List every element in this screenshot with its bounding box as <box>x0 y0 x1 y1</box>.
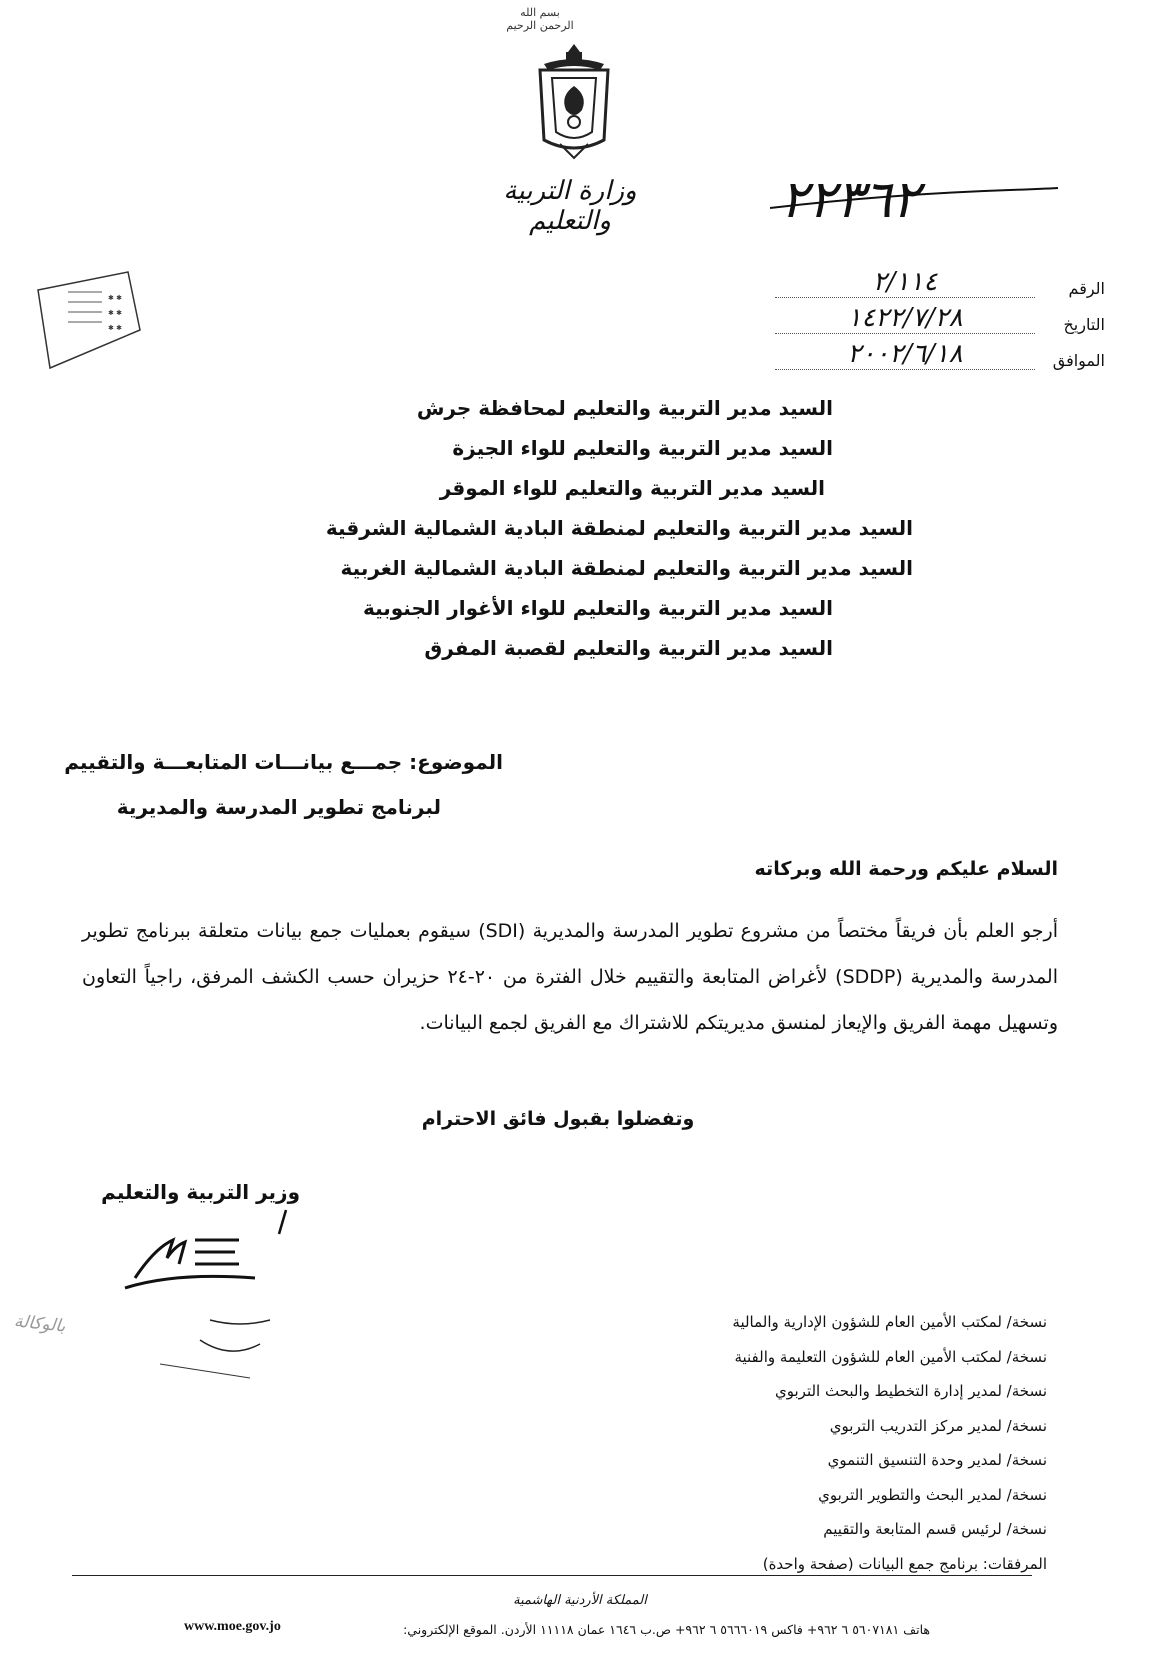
footer-contact-info: هاتف ٥٦٠٧١٨١ ٦ ٩٦٢+ فاكس ٥٦٦٦٠١٩ ٦ ٩٦٢+ ص.ب ١٦٤٦ عمان ١١١١٨ الأردن. الموقع الإلكتروني: <box>403 1622 930 1637</box>
recipient-line: السيد مدير التربية والتعليم للواء الجيزة <box>452 436 833 460</box>
copy-line: نسخة/ لمدير البحث والتطوير التربوي <box>818 1485 1047 1504</box>
greeting: السلام عليكم ورحمة الله وبركاته <box>754 858 1058 880</box>
copy-line: نسخة/ لمدير مركز التدريب التربوي <box>829 1416 1047 1435</box>
coat-of-arms-emblem <box>530 40 618 160</box>
delegation-stamp <box>10 1300 290 1380</box>
svg-text:✱ ✱: ✱ ✱ <box>108 324 122 332</box>
copy-line: نسخة/ لمكتب الأمين العام للشؤون الإدارية والمالية <box>732 1313 1047 1331</box>
subject-line-continuation: لبرنامج تطوير المدرسة والمديرية <box>116 795 441 819</box>
reference-number-value: ٢/١١٤ <box>775 267 1035 298</box>
ministry-title: وزارة التربية والتعليم <box>503 176 637 236</box>
letter-body: أرجو العلم بأن فريقاً مختصاً من مشروع تطوير المدرسة والمديرية (SDI) سيقوم بعمليات جمع بيانات متعلقة ببرنامج تطوير المدرسة والمديرية (SDDP) لأغراض المتابعة والتقييم خلال الفترة من ٢٠-٢٤ حزيران حسب الكشف المرفق، راجياً التعاون وتسهيل مهمة الفريق والإيعاز لمنسق مديريتكم للاشتراك مع الفريق لجمع البيانات. <box>82 920 1058 1034</box>
slash-mark <box>276 1208 288 1236</box>
basmala: بسم الله الرحمن الرحيم <box>506 6 574 32</box>
reference-number-row <box>775 268 1105 298</box>
delegation-stamp-text: بالوكالة <box>13 1311 67 1337</box>
handwritten-signature <box>115 1228 265 1298</box>
copies-list <box>547 1305 1047 1581</box>
recipient-line: السيد مدير التربية والتعليم لمحافظة جرش <box>416 396 833 420</box>
reference-corresponding-value: ٢٠٠٢/٦/١٨ <box>775 339 1035 370</box>
reference-date-row <box>775 304 1105 334</box>
received-stamp-icon <box>28 270 148 370</box>
recipients-list <box>273 388 913 668</box>
reference-date-label: التاريخ <box>1063 315 1105 334</box>
footer-website-link[interactable]: www.moe.gov.jo <box>184 1619 281 1634</box>
copy-line: نسخة/ لرئيس قسم المتابعة والتقييم <box>823 1520 1047 1538</box>
copy-line: نسخة/ لمدير وحدة التنسيق التنموي <box>827 1451 1047 1469</box>
subject-line: الموضوع: جمـــع بيانـــات المتابعـــة والتقييم <box>64 750 503 774</box>
copy-line: نسخة/ لمكتب الأمين العام للشؤون التعليمة والفنية <box>734 1347 1047 1366</box>
handwritten-number: ٢٢٣٦٢ <box>780 170 920 230</box>
svg-text:✱ ✱: ✱ ✱ <box>108 294 122 302</box>
signatory-title: وزير التربية والتعليم <box>101 1180 300 1204</box>
footer-divider <box>72 1575 1032 1576</box>
copy-line: نسخة/ لمدير إدارة التخطيط والبحث التربوي <box>775 1382 1047 1400</box>
recipient-line: السيد مدير التربية والتعليم لمنطقة البادية الشمالية الغربية <box>340 556 913 580</box>
recipient-line: السيد مدير التربية والتعليم لمنطقة البادية الشمالية الشرقية <box>325 516 913 540</box>
reference-date-value: ١٤٢٢/٧/٢٨ <box>775 303 1035 334</box>
attachments-line: المرفقات: برنامج جمع البيانات (صفحة واحدة) <box>762 1554 1047 1573</box>
closing-phrase: وتفضلوا بقبول فائق الاحترام <box>421 1108 695 1130</box>
svg-text:✱ ✱: ✱ ✱ <box>108 309 122 317</box>
recipient-line: السيد مدير التربية والتعليم لقصبة المفرق <box>424 636 833 660</box>
recipient-line: السيد مدير التربية والتعليم للواء الأغوار الجنوبية <box>362 596 833 620</box>
reference-corresponding-label: الموافق <box>1052 351 1105 370</box>
reference-corresponding-row <box>775 340 1105 370</box>
footer-kingdom: المملكة الأردنية الهاشمية <box>513 1593 647 1608</box>
reference-number-label: الرقم <box>1068 279 1105 298</box>
recipient-line: السيد مدير التربية والتعليم للواء الموقر <box>439 476 825 500</box>
